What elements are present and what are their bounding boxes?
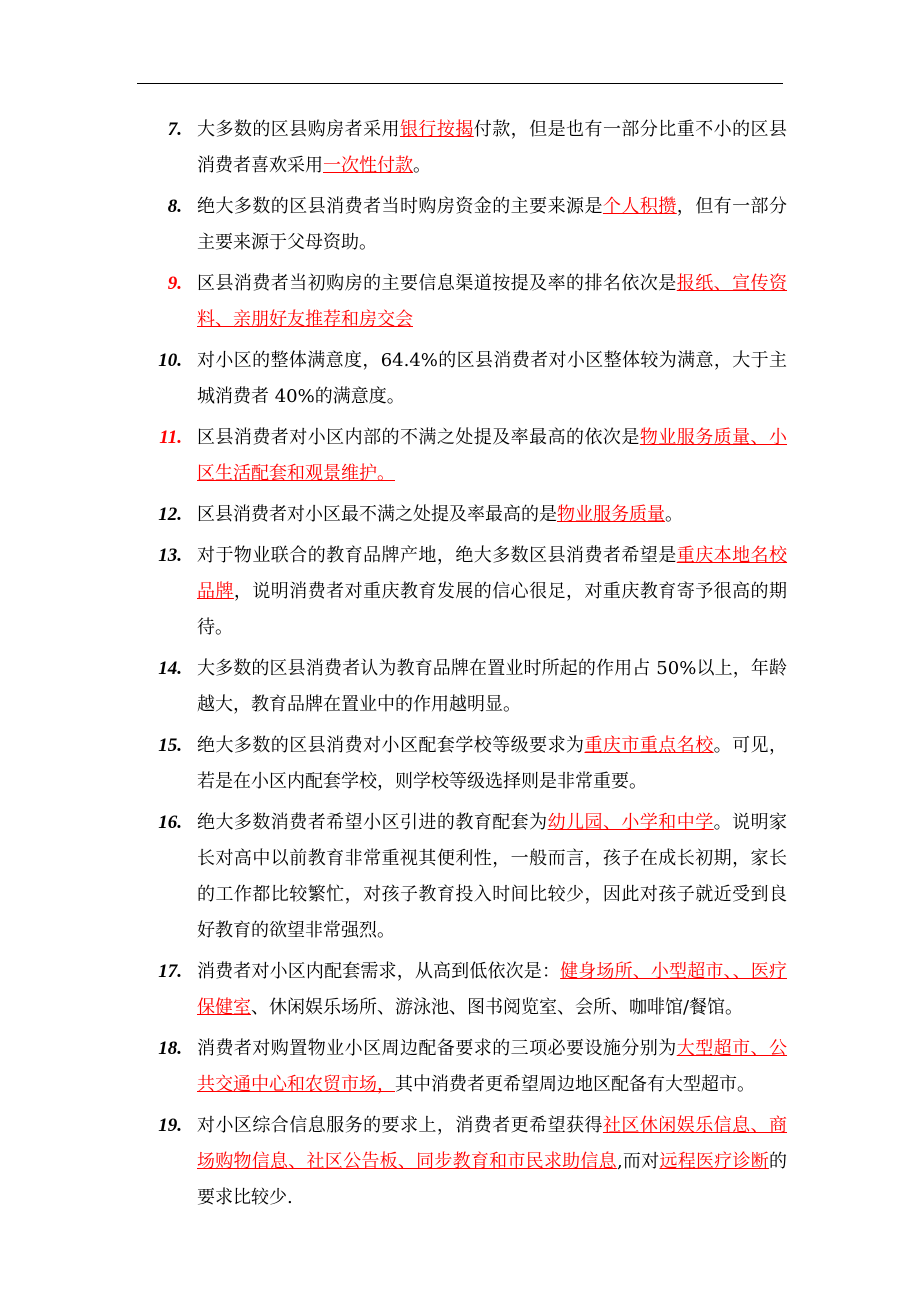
list-item xyxy=(137,651,787,723)
highlighted-text: 银行按揭 xyxy=(399,119,474,140)
highlighted-text: 重庆市重点名校 xyxy=(584,735,714,756)
item-text: 消费者对小区内配套需求，从高到低依次是： xyxy=(197,961,561,982)
item-text: 的要求比较少. xyxy=(197,1151,788,1208)
item-text: 消费者对购置物业小区周边配备要求的三项必要设施分别为 xyxy=(197,1038,677,1059)
findings-list xyxy=(137,112,787,1221)
item-text: 绝大多数的区县消费者当时购房资金的主要来源是 xyxy=(197,196,603,217)
item-number: 9. xyxy=(167,273,182,294)
item-text: 区县消费者对小区最不满之处提及率最高的是 xyxy=(197,504,557,525)
item-number: 10. xyxy=(158,350,182,371)
item-text: ，说明消费者对重庆教育发展的信心很足，对重庆教育寄予很高的期待。 xyxy=(197,581,787,638)
highlighted-text: 物业服务质量、小区生活配套和观景维护。 xyxy=(197,427,788,484)
list-item xyxy=(137,112,787,184)
item-text: 付款，但是也有一部分比重不小的区县消费者喜欢采用 xyxy=(197,119,788,176)
highlighted-text: 报纸、宣传资料、亲朋好友推荐和房交会 xyxy=(197,273,788,330)
list-item xyxy=(137,266,787,338)
highlighted-text: 健身场所、小型超市、、医疗保健室 xyxy=(197,961,787,1018)
highlighted-text: 重庆本地名校品牌 xyxy=(197,545,788,602)
item-text: 对小区综合信息服务的要求上，消费者更希望获得 xyxy=(197,1115,603,1136)
item-text: 对于物业联合的教育品牌产地，绝大多数区县消费者希望是 xyxy=(197,545,677,566)
list-item xyxy=(137,728,787,800)
item-text: 、休闲娱乐场所、游泳池、图书阅览室、会所、咖啡馆/餐馆。 xyxy=(251,997,744,1018)
list-item xyxy=(137,420,787,492)
item-number: 18. xyxy=(158,1038,182,1059)
list-item xyxy=(137,538,787,646)
highlighted-text: 个人积攒 xyxy=(602,196,677,217)
highlighted-text: 大型超市、公共交通中心和农贸市场， xyxy=(197,1038,788,1095)
list-item xyxy=(137,343,787,415)
item-number: 8. xyxy=(167,196,182,217)
item-text: 。 xyxy=(665,504,683,525)
item-number: 19. xyxy=(158,1115,182,1136)
list-item xyxy=(137,189,787,261)
highlighted-text: 物业服务质量 xyxy=(557,504,665,525)
highlighted-text: 社区休闲娱乐信息、商场购物信息、社区公告板、同步教育和市民求助信息 xyxy=(197,1115,788,1172)
item-text: 。说明家长对高中以前教育非常重视其便利性，一般而言，孩子在成长初期，家长的工作都比较繁忙，对孩子教育投入时间比较少，因此对孩子就近受到良好教育的欲望非常强烈。 xyxy=(197,812,788,941)
item-text: 绝大多数消费者希望小区引进的教育配套为 xyxy=(197,812,548,833)
item-text: ,而对 xyxy=(616,1151,660,1172)
item-text: 。 xyxy=(413,155,431,176)
item-number: 7. xyxy=(167,119,182,140)
header-rule xyxy=(137,83,783,84)
item-text: 区县消费者当初购房的主要信息渠道按提及率的排名依次是 xyxy=(197,273,677,294)
item-number: 14. xyxy=(158,658,182,679)
list-item xyxy=(137,497,787,533)
item-text: 区县消费者对小区内部的不满之处提及率最高的依次是 xyxy=(197,427,640,448)
item-text: ，但有一部分主要来源于父母资助。 xyxy=(197,196,788,253)
item-text: 对小区的整体满意度，64.4%的区县消费者对小区整体较为满意，大于主城消费者 40%的满意度。 xyxy=(197,350,787,407)
highlighted-text: 远程医疗诊断 xyxy=(659,1151,770,1172)
item-number: 11. xyxy=(159,427,182,448)
list-item xyxy=(137,805,787,949)
item-number: 17. xyxy=(158,961,182,982)
item-text: 绝大多数的区县消费对小区配套学校等级要求为 xyxy=(197,735,585,756)
item-text: 。可见，若是在小区内配套学校，则学校等级选择则是非常重要。 xyxy=(197,735,788,792)
item-number: 13. xyxy=(158,545,182,566)
list-item xyxy=(137,954,787,1026)
highlighted-text: 一次性付款 xyxy=(323,155,413,176)
highlighted-text: 幼儿园、小学和中学 xyxy=(547,812,714,833)
list-item xyxy=(137,1108,787,1216)
item-number: 12. xyxy=(158,504,182,525)
item-text: 其中消费者更希望周边地区配备有大型超市。 xyxy=(395,1074,755,1095)
list-item xyxy=(137,1031,787,1103)
item-text: 大多数的区县消费者认为教育品牌在置业时所起的作用占 50%以上，年龄越大，教育品牌在置业中的作用越明显。 xyxy=(197,658,787,715)
item-number: 15. xyxy=(158,735,182,756)
item-number: 16. xyxy=(158,812,182,833)
item-text: 大多数的区县购房者采用 xyxy=(197,119,400,140)
